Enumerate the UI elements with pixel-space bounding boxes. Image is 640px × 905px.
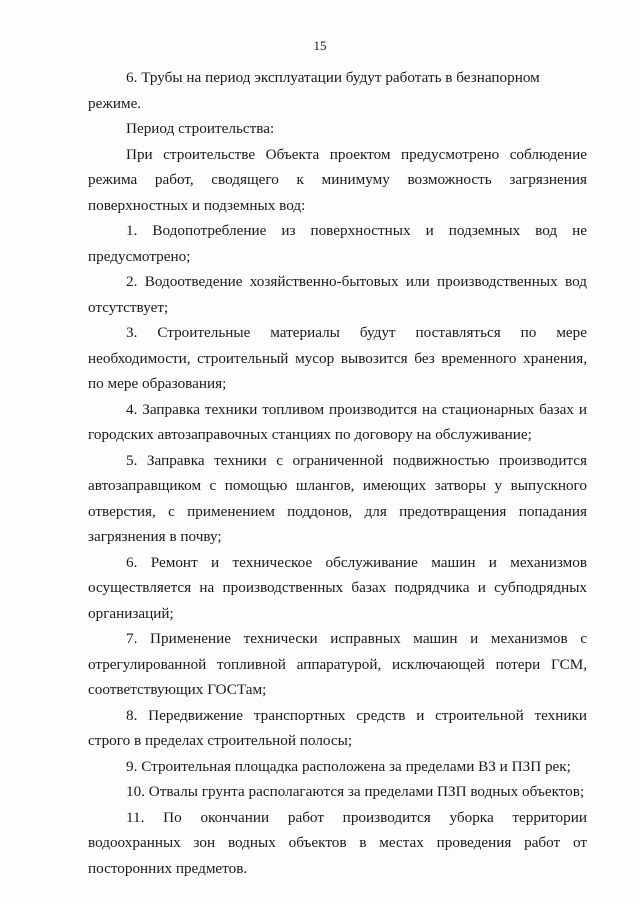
list-item-4: 4. Заправка техники топливом производится на стационарных базах и городских автозаправочных станциях по договору на обслуживание;: [88, 400, 587, 443]
paragraph-construction-period-heading: Период строительства:: [126, 120, 275, 137]
list-item-2: 2. Водоотведение хозяйственно-бытовых или производственных вод отсутствует;: [88, 273, 587, 316]
list-item-3: 3. Строительные материалы будут поставляться по мере необходимости, строительный мусор вывозится без временного хранения, по мере образования;: [88, 324, 587, 392]
list-item-1: 1. Водопотребление из поверхностных и подземных вод не предусмотрено;: [88, 222, 587, 265]
list-item-6: 6. Ремонт и техническое обслуживание машин и механизмов осуществляется на производственных базах подрядчика и субподрядных организаций;: [88, 553, 587, 622]
list-item-8: 8. Передвижение транспортных средств и строительной техники строго в пределах строительной полосы;: [88, 706, 587, 749]
list-item-9: 9. Строительная площадка расположена за пределами ВЗ и ПЗП рек;: [126, 757, 571, 775]
paragraph-construction-intro: При строительстве Объекта проектом предусмотрено соблюдение режима работ, сводящего к минимуму возможность загрязнения поверхностных и подземных вод:: [88, 145, 587, 214]
list-item-7: 7. Применение технически исправных машин и механизмов с отрегулированной топливной аппаратурой, исключающей потери ГСМ, соответствующих ГОСТам;: [88, 630, 587, 698]
page-number: 15: [313, 38, 327, 53]
list-item-10: 10. Отвалы грунта располагаются за пределами ПЗП водных объектов;: [126, 783, 585, 800]
list-item-5: 5. Заправка техники с ограниченной подвижностью производится автозаправщиком с помощью шлангов, имеющих затворы у выпускного отверстия, с применением поддонов, для предотвращения попадания загрязнения в почву;: [88, 451, 587, 545]
document-body: [88, 65, 587, 881]
list-item-11: 11. По окончании работ производится уборка территории водоохранных зон водных объектов в местах проведения работ от посторонних предметов.: [88, 808, 587, 877]
paragraph-pipes-operation: 6. Трубы на период эксплуатации будут работать в безнапорном режиме.: [88, 69, 540, 112]
